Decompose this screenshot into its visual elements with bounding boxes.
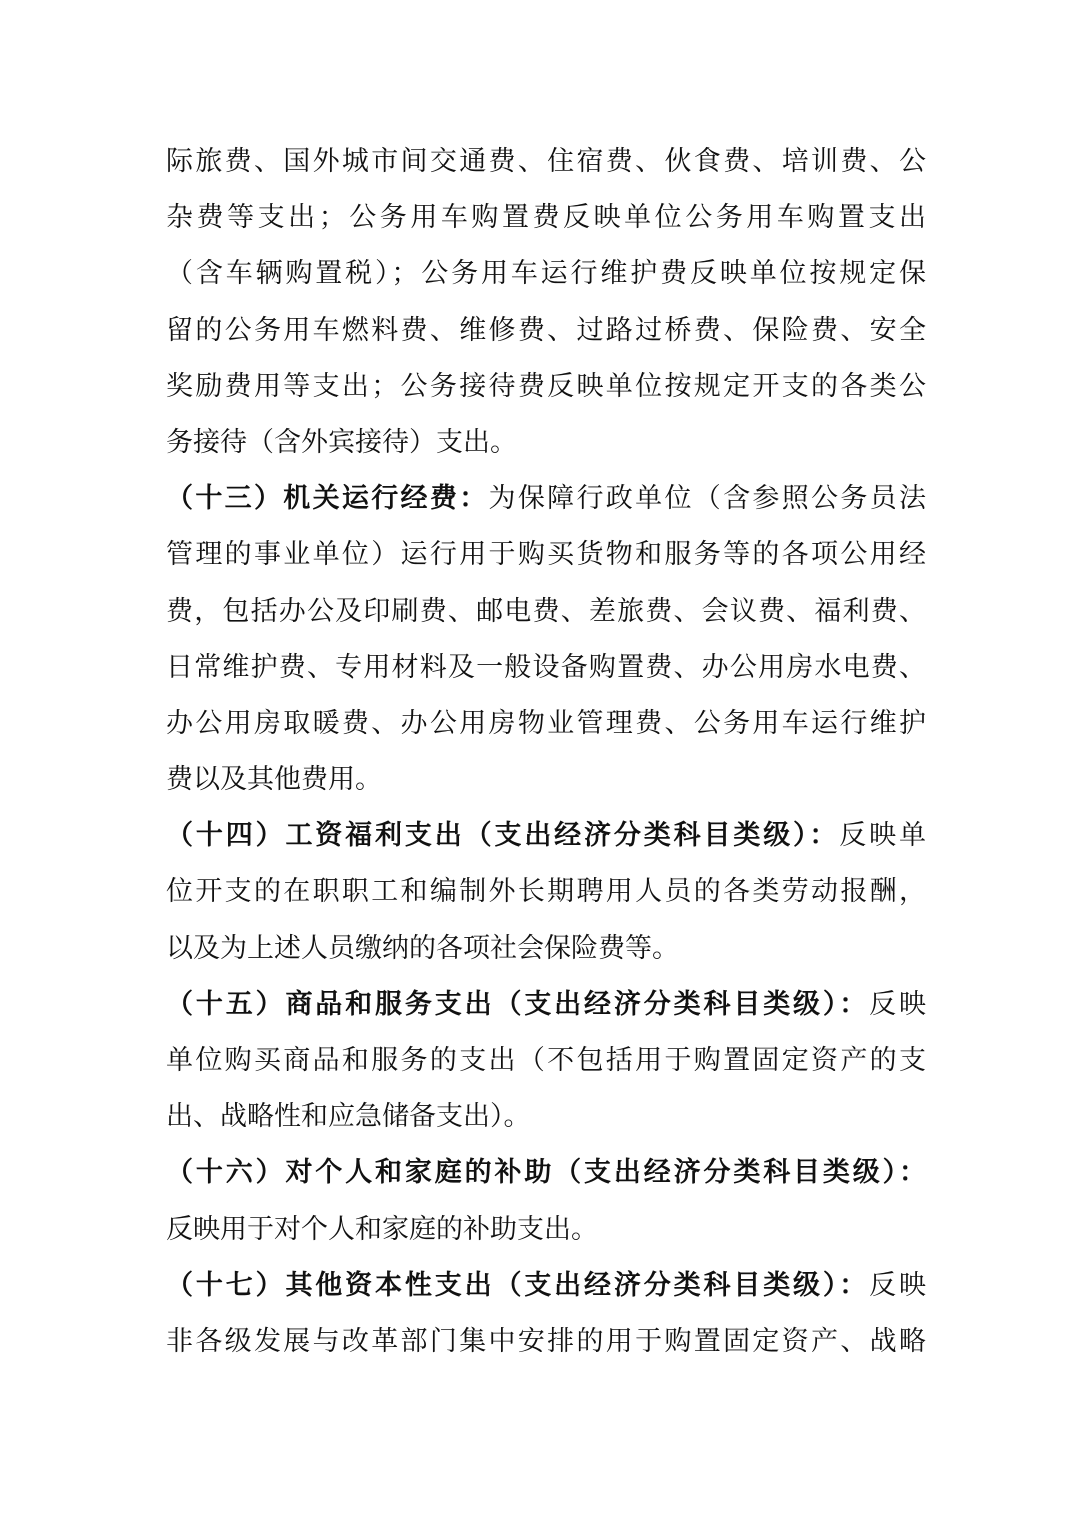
section-14-text: 反映单 [839, 820, 927, 852]
paragraph-line: 费以及其他费用。 [166, 764, 382, 796]
section-13-text: 为保障行政单位（含参照公务员法 [488, 483, 927, 515]
paragraph-line: 日常维护费、专用材料及一般设备购置费、办公用房水电费、 [166, 651, 926, 683]
paragraph-line: 务接待（含外宾接待）支出。 [166, 426, 517, 458]
section-15-first-line [166, 977, 926, 1033]
paragraph-line: 以及为上述人员缴纳的各项社会保险费等。 [166, 932, 679, 964]
paragraph-line: 奖励费用等支出；公务接待费反映单位按规定开支的各类公 [166, 370, 926, 402]
paragraph-line: 管理的事业单位）运行用于购买货物和服务等的各项公用经 [166, 539, 926, 571]
paragraph-line: 非各级发展与改革部门集中安排的用于购置固定资产、战略 [166, 1325, 926, 1357]
paragraph-line: 办公用房取暖费、办公用房物业管理费、公务用车运行维护 [166, 707, 926, 739]
section-17-heading: （十七）其他资本性支出（支出经济分类科目类级）： [166, 1269, 870, 1301]
paragraph-line: 出、战略性和应急储备支出）。 [166, 1101, 531, 1133]
paragraph-line: 位开支的在职职工和编制外长期聘用人员的各类劳动报酬， [166, 876, 926, 908]
paragraph-line: 反映用于对个人和家庭的补助支出。 [166, 1213, 598, 1245]
section-13-first-line [166, 471, 926, 527]
paragraph-line: 费，包括办公及印刷费、邮电费、差旅费、会议费、福利费、 [166, 595, 926, 627]
section-16-heading: （十六）对个人和家庭的补助（支出经济分类科目类级）： [166, 1157, 926, 1189]
section-15-heading: （十五）商品和服务支出（支出经济分类科目类级）： [166, 988, 870, 1020]
paragraph-line: 留的公务用车燃料费、维修费、过路过桥费、保险费、安全 [166, 314, 926, 346]
section-14-first-line [166, 808, 926, 864]
section-15-text: 反映 [869, 988, 927, 1020]
section-16-first-line [166, 1145, 926, 1201]
document-body [166, 134, 926, 1370]
paragraph-line: 单位购买商品和服务的支出（不包括用于购置固定资产的支 [166, 1045, 926, 1076]
paragraph-line: （含车辆购置税）；公务用车运行维护费反映单位按规定保 [166, 258, 926, 290]
section-17-first-line [166, 1258, 926, 1314]
section-17-text: 反映 [869, 1269, 927, 1301]
paragraph-line: 际旅费、国外城市间交通费、住宿费、伙食费、培训费、公 [166, 146, 926, 177]
section-14-heading: （十四）工资福利支出（支出经济分类科目类级）： [166, 820, 840, 852]
paragraph-line: 杂费等支出；公务用车购置费反映单位公务用车购置支出 [166, 202, 926, 234]
section-13-heading: （十三）机关运行经费： [166, 483, 489, 515]
